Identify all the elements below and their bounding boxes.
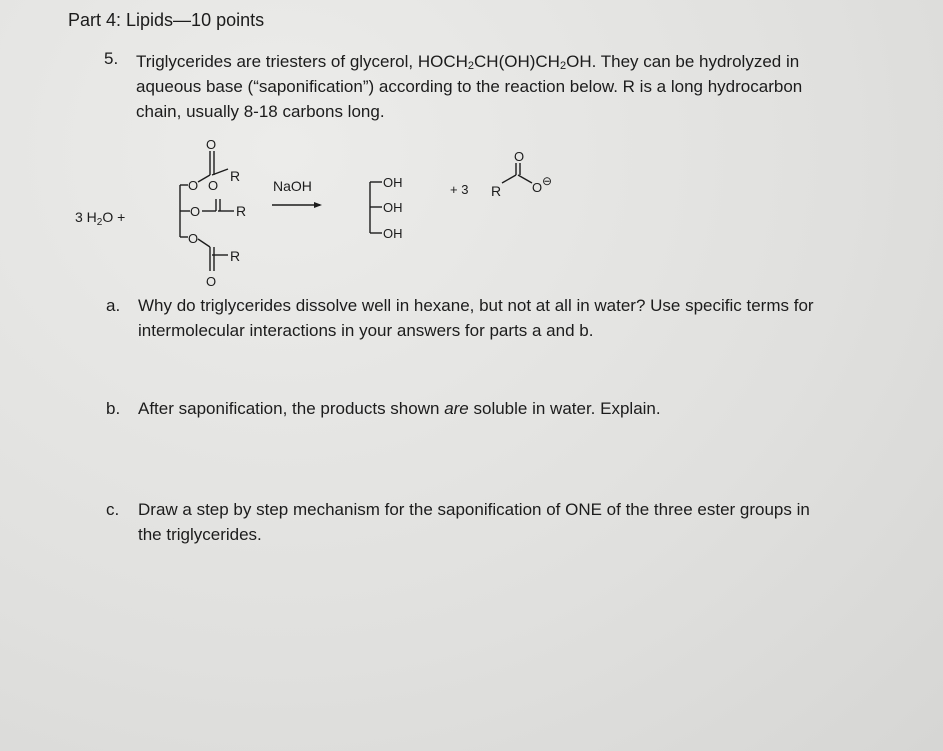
- part-title: Part 4: Lipids—10 points: [68, 10, 265, 30]
- bottom-r-group: R: [230, 248, 241, 264]
- part-a-text: Why do triglycerides dissolve well in hexane, but not at all in water? Use specific terms for intermolecular interactions in your answers for parts a and b.: [138, 296, 814, 340]
- negative-charge-icon: ⊖: [542, 174, 553, 188]
- middle-r-group: R: [236, 203, 247, 219]
- carboxylate-oxygen: O: [532, 180, 543, 195]
- glycerol-hydroxyl-2: OH: [383, 200, 403, 215]
- naoh-reagent: NaOH: [273, 178, 312, 194]
- product-coefficient: + 3: [450, 182, 469, 197]
- part-c: [106, 497, 916, 549]
- question-line-3: chain, usually 8-18 carbons long.: [136, 102, 385, 121]
- part-a: [106, 293, 906, 345]
- bottom-ester-oxygen: O: [188, 231, 199, 246]
- glycerol-hydroxyl-3: OH: [383, 226, 403, 241]
- top-ester-oxygen: O: [188, 178, 199, 193]
- question-number: 5.: [104, 49, 119, 68]
- question-line-1: Triglycerides are triesters of glycerol, $HOCH_2CH(OH)CH_2OH$. They can be hydrolyzed in: [136, 52, 800, 72]
- glycerol-hydroxyl-1: OH: [383, 175, 403, 190]
- water-reactant: 3 $H_2O$ +: [75, 209, 126, 228]
- saponification-reaction-scheme: [70, 135, 590, 295]
- part-b-label: b.: [106, 399, 121, 418]
- middle-ester-oxygen: O: [190, 204, 201, 219]
- top-carbonyl-oxygen: O: [206, 137, 217, 152]
- middle-carbonyl-oxygen: O: [208, 178, 219, 193]
- top-r-group: R: [230, 168, 241, 184]
- question-line-2: aqueous base (“saponification”) according to the reaction below. R is a long hydrocarbon: [136, 77, 803, 96]
- part-b-text: After saponification, the products shown are soluble in water. Explain.: [138, 399, 661, 418]
- question-text: [136, 49, 896, 124]
- carboxylate-carbonyl-oxygen: O: [514, 149, 525, 164]
- part-c-text: Draw a step by step mechanism for the saponification of ONE of the three ester groups in the triglycerides.: [138, 500, 810, 544]
- carboxylate-r-group: R: [491, 183, 502, 199]
- bottom-carbonyl-oxygen: O: [206, 274, 217, 289]
- part-b: [106, 396, 906, 424]
- part-a-label: a.: [106, 296, 121, 315]
- part-c-label: c.: [106, 500, 120, 519]
